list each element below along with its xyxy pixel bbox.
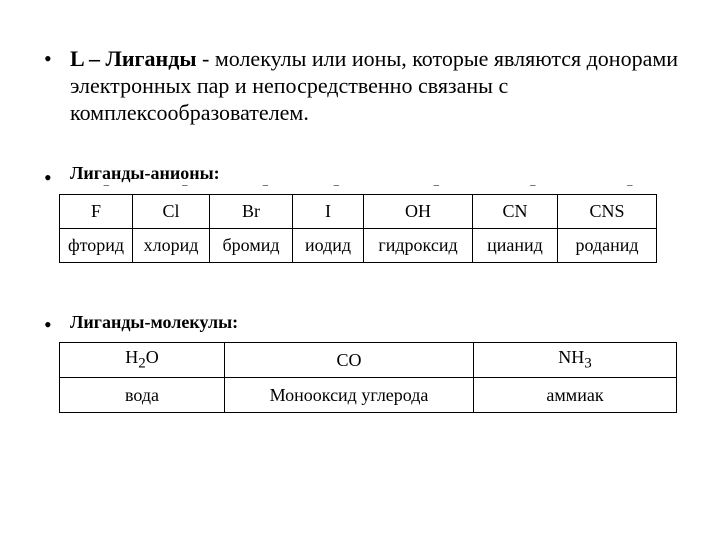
definition-text: - молекулы или ионы, которые являются донорами электронных пар и непосредственно связаны с комплексообразователем. xyxy=(70,46,679,125)
anion-name: цианид xyxy=(473,229,558,263)
anions-name-row xyxy=(60,229,657,263)
molecule-formula-main: H xyxy=(125,347,139,368)
anion-cell-4 xyxy=(364,184,473,229)
molecule-formula-cell xyxy=(60,343,225,378)
anion-charge: ‾ xyxy=(627,184,633,200)
molecule-formula-sub: 3 xyxy=(584,355,592,372)
anion-cell-5 xyxy=(473,184,558,229)
anion-formula: CN xyxy=(502,201,528,221)
anion-cell-1 xyxy=(133,184,210,229)
molecule-formula-tail: O xyxy=(145,347,159,368)
bullet-definition: • xyxy=(44,46,52,71)
anion-charge: ‾ xyxy=(182,184,188,200)
bullet-anions: • xyxy=(44,165,52,190)
anion-formula: Cl xyxy=(162,201,180,221)
molecule-name: Монооксид углерода xyxy=(225,378,474,413)
anion-charge: ‾ xyxy=(104,184,109,200)
definition-paragraph xyxy=(70,45,690,126)
anion-name: бромид xyxy=(210,229,293,263)
anion-cell-0 xyxy=(60,184,133,229)
anion-charge: ‾ xyxy=(530,184,536,200)
anion-name: гидроксид xyxy=(364,229,473,263)
molecule-name: аммиак xyxy=(474,378,677,413)
anion-cell-3 xyxy=(293,184,364,229)
anion-cell-2 xyxy=(210,184,293,229)
anion-charge: ‾ xyxy=(334,184,339,200)
definition-term: L – Лиганды xyxy=(70,46,197,71)
anion-formula: OH xyxy=(405,201,431,221)
molecules-heading: Лиганды-молекулы: xyxy=(70,312,239,332)
anions-heading: Лиганды-анионы: xyxy=(70,163,220,183)
molecule-formula-main: CO xyxy=(336,349,362,370)
bullet-molecules: • xyxy=(44,312,52,337)
anion-charge: ‾ xyxy=(263,184,268,200)
molecule-formula-main: NH xyxy=(558,347,585,368)
molecules-name-row xyxy=(60,378,677,413)
anion-name: фторид xyxy=(60,229,133,263)
anion-formula: CNS xyxy=(589,201,625,221)
molecule-formula-cell xyxy=(474,343,677,378)
anion-name: роданид xyxy=(558,229,657,263)
anion-formula: Br xyxy=(242,201,260,221)
anion-formula: I xyxy=(325,201,331,221)
anions-table xyxy=(59,184,657,263)
anion-name: хлорид xyxy=(133,229,210,263)
anion-charge: ‾ xyxy=(434,184,439,200)
molecule-formula-sub: 2 xyxy=(138,355,146,372)
molecules-formula-row xyxy=(60,343,677,378)
anion-name: иодид xyxy=(293,229,364,263)
anions-formula-row xyxy=(60,195,657,229)
molecule-name: вода xyxy=(60,378,225,413)
anion-formula: F xyxy=(90,201,101,221)
molecule-formula-cell xyxy=(225,343,474,378)
molecules-table xyxy=(59,342,677,413)
anion-cell-6 xyxy=(558,184,657,229)
